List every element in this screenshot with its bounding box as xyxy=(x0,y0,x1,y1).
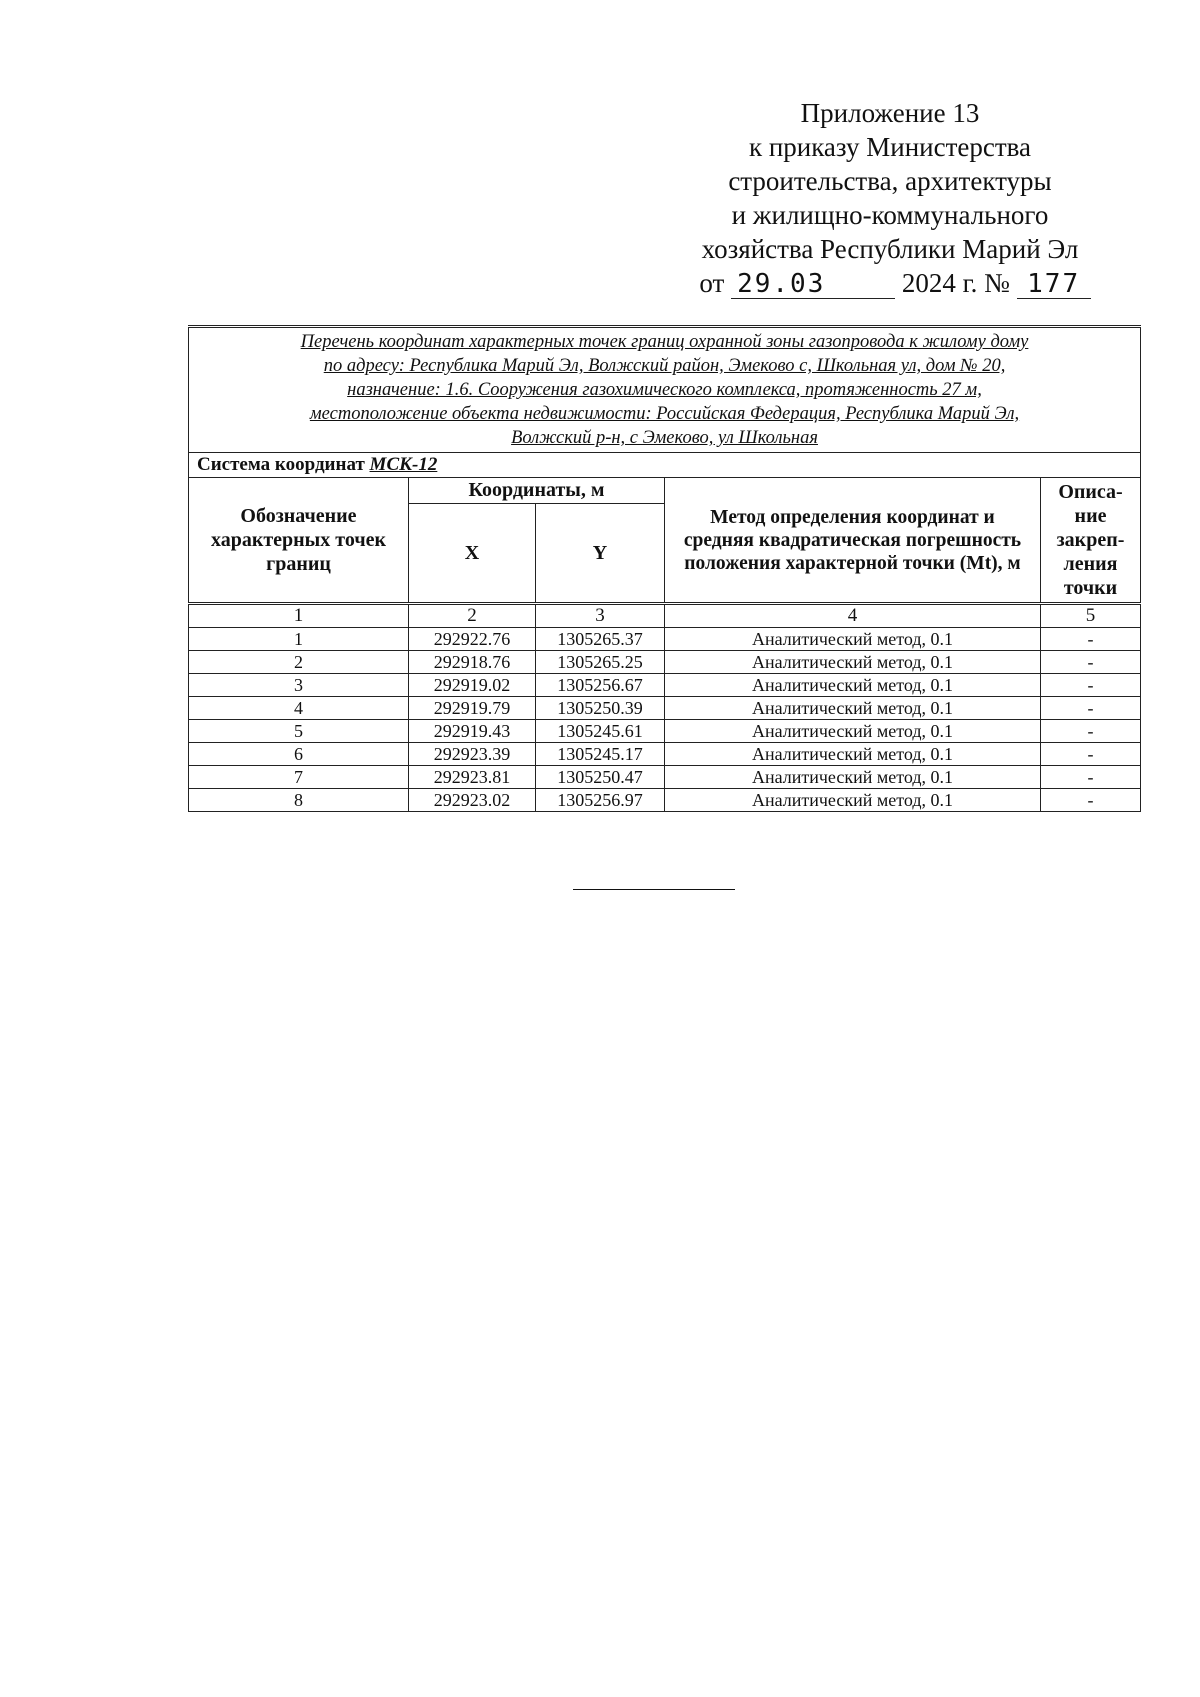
column-number: 5 xyxy=(1041,604,1141,628)
annex-title: Приложение 13 xyxy=(800,98,980,128)
cell-x: 292923.02 xyxy=(409,789,536,812)
cell-method: Аналитический метод, 0.1 xyxy=(665,789,1041,812)
cell-x: 292918.76 xyxy=(409,651,536,674)
coordinate-system xyxy=(189,453,1141,478)
coordinate-system-label: Система координат xyxy=(197,454,365,475)
column-number: 2 xyxy=(409,604,536,628)
cell-method: Аналитический метод, 0.1 xyxy=(665,766,1041,789)
header-description xyxy=(1041,478,1141,604)
table-title-row xyxy=(189,327,1141,453)
year-number-label: 2024 г. № xyxy=(901,268,1010,298)
coordinates-table xyxy=(188,325,1141,812)
cell-description: - xyxy=(1041,720,1141,743)
table-row xyxy=(189,628,1141,651)
title-line: назначение: 1.6. Сооружения газохимического комплекса, протяженность 27 м, xyxy=(347,380,982,400)
table-row xyxy=(189,697,1141,720)
coordinate-system-code: МСК-12 xyxy=(369,454,438,475)
cell-method: Аналитический метод, 0.1 xyxy=(665,743,1041,766)
cell-point: 4 xyxy=(189,697,409,720)
cell-y: 1305256.67 xyxy=(536,674,665,697)
cell-point: 1 xyxy=(189,628,409,651)
table-row xyxy=(189,789,1141,812)
cell-point: 3 xyxy=(189,674,409,697)
cell-y: 1305245.17 xyxy=(536,743,665,766)
cell-method: Аналитический метод, 0.1 xyxy=(665,628,1041,651)
cell-x: 292919.02 xyxy=(409,674,536,697)
title-line: Волжский р-н, с Эмеково, ул Школьная xyxy=(511,428,818,448)
annex-line-republic: хозяйства Республики Марий Эл xyxy=(701,234,1079,264)
cell-description: - xyxy=(1041,789,1141,812)
cell-method: Аналитический метод, 0.1 xyxy=(665,674,1041,697)
annex-line-housing: и жилищно-коммунального xyxy=(731,200,1049,230)
annex-line-ministry: строительства, архитектуры xyxy=(728,166,1052,196)
cell-x: 292923.81 xyxy=(409,766,536,789)
cell-point: 6 xyxy=(189,743,409,766)
table-title xyxy=(189,327,1141,453)
cell-y: 1305265.25 xyxy=(536,651,665,674)
cell-method: Аналитический метод, 0.1 xyxy=(665,697,1041,720)
cell-y: 1305265.37 xyxy=(536,628,665,651)
cell-description: - xyxy=(1041,697,1141,720)
header-points: Обозначение характерных точек границ xyxy=(189,478,409,604)
column-number: 3 xyxy=(536,604,665,628)
header-coordinates: Координаты, м xyxy=(409,478,665,504)
table-row xyxy=(189,674,1141,697)
cell-method: Аналитический метод, 0.1 xyxy=(665,651,1041,674)
column-number-row xyxy=(189,604,1141,628)
table-row xyxy=(189,720,1141,743)
cell-y: 1305250.47 xyxy=(536,766,665,789)
title-line: Перечень координат характерных точек границ охранной зоны газопровода к жилому дому xyxy=(300,332,1029,352)
cell-point: 8 xyxy=(189,789,409,812)
column-number: 1 xyxy=(189,604,409,628)
annex-date-line xyxy=(650,266,1140,300)
cell-y: 1305256.97 xyxy=(536,789,665,812)
annex-header xyxy=(640,96,1140,300)
header-x: X xyxy=(409,504,536,604)
cell-point: 7 xyxy=(189,766,409,789)
coordinate-system-row xyxy=(189,453,1141,478)
table-row xyxy=(189,651,1141,674)
table-row xyxy=(189,766,1141,789)
cell-x: 292922.76 xyxy=(409,628,536,651)
header-row-group xyxy=(189,478,1141,504)
handwritten-order-number: 177 xyxy=(1017,270,1091,299)
header-y: Y xyxy=(536,504,665,604)
cell-point: 5 xyxy=(189,720,409,743)
cell-description: - xyxy=(1041,628,1141,651)
header-method: Метод определения координат и средняя квадратическая погрешность положения характерной точки (Mt), м xyxy=(665,478,1041,604)
cell-y: 1305245.61 xyxy=(536,720,665,743)
title-line: по адресу: Республика Марий Эл, Волжский район, Эмеково с, Школьная ул, дом № 20, xyxy=(323,356,1006,376)
cell-x: 292919.43 xyxy=(409,720,536,743)
cell-description: - xyxy=(1041,743,1141,766)
cell-method: Аналитический метод, 0.1 xyxy=(665,720,1041,743)
cell-description: - xyxy=(1041,651,1141,674)
table-row xyxy=(189,743,1141,766)
cell-point: 2 xyxy=(189,651,409,674)
handwritten-date: 29.03 xyxy=(731,270,895,299)
coordinates-table-container xyxy=(188,325,1140,812)
column-number: 4 xyxy=(665,604,1041,628)
cell-x: 292923.39 xyxy=(409,743,536,766)
annex-line-order: к приказу Министерства xyxy=(748,132,1032,162)
cell-y: 1305250.39 xyxy=(536,697,665,720)
cell-x: 292919.79 xyxy=(409,697,536,720)
title-line: местоположение объекта недвижимости: Российская Федерация, Республика Марий Эл, xyxy=(309,404,1020,424)
header-description-text: Описа-ние закреп-ления точки xyxy=(1056,481,1125,599)
cell-description: - xyxy=(1041,674,1141,697)
end-separator-line xyxy=(573,889,735,890)
date-prefix: от xyxy=(699,268,725,298)
cell-description: - xyxy=(1041,766,1141,789)
